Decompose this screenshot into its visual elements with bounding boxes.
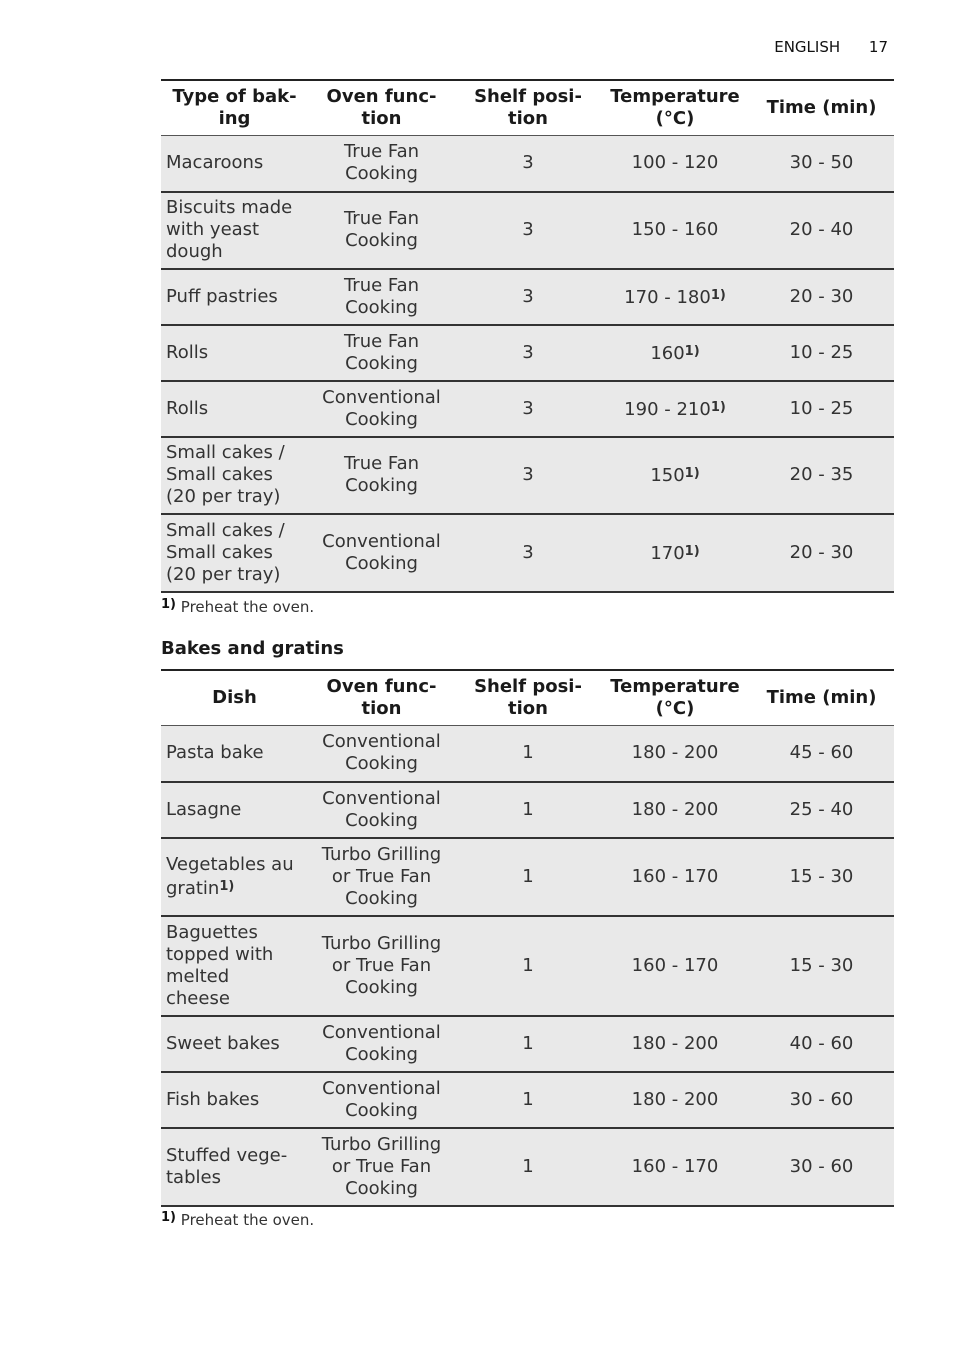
cell-oven-function: Conventional Cooking <box>308 782 455 838</box>
cell-name: Rolls <box>161 381 308 437</box>
cell-time: 25 - 40 <box>749 782 894 838</box>
column-header: Time (min) <box>749 80 894 136</box>
cell-time: 45 - 60 <box>749 726 894 782</box>
table-row <box>161 514 894 592</box>
cell-name: Small cakes / Small cakes (20 per tray) <box>161 437 308 514</box>
cell-name: Small cakes / Small cakes (20 per tray) <box>161 514 308 592</box>
cell-oven-function: Turbo Grilling or True Fan Cooking <box>308 1128 455 1206</box>
cell-oven-function: True Fan Cooking <box>308 269 455 325</box>
table-header-row <box>161 80 894 136</box>
cell-name: Pasta bake <box>161 726 308 782</box>
column-header: Oven func- tion <box>308 670 455 726</box>
table-row <box>161 726 894 782</box>
cell-temperature: 160 - 170 <box>601 916 749 1016</box>
cell-name: Vegetables au gratin$^{1)}$ <box>161 838 308 916</box>
cell-shelf: 1 <box>455 1016 601 1072</box>
cell-oven-function: Turbo Grilling or True Fan Cooking <box>308 916 455 1016</box>
cell-temperature: 160$^{1)}$ <box>601 325 749 381</box>
column-header: Temperature (°C) <box>601 670 749 726</box>
baking-table <box>161 79 894 593</box>
column-header: Dish <box>161 670 308 726</box>
cell-shelf: 1 <box>455 1072 601 1128</box>
cell-temperature: 100 - 120 <box>601 136 749 192</box>
cell-shelf: 3 <box>455 325 601 381</box>
footnote-mark: 1) <box>161 597 176 612</box>
cell-shelf: 3 <box>455 381 601 437</box>
cell-temperature: 190 - 210$^{1)}$ <box>601 381 749 437</box>
cell-name: Rolls <box>161 325 308 381</box>
column-header: Shelf posi- tion <box>455 670 601 726</box>
footnote-ref: 1) <box>710 399 726 415</box>
column-header: Temperature (°C) <box>601 80 749 136</box>
footnote-ref: 1) <box>684 543 700 559</box>
table-row <box>161 838 894 916</box>
footnote-ref: 1) <box>684 343 700 359</box>
cell-time: 15 - 30 <box>749 838 894 916</box>
cell-temperature: 150 - 160 <box>601 192 749 269</box>
footnote-text: Preheat the oven. <box>180 1211 315 1229</box>
cell-name: Baguettes topped with melted cheese <box>161 916 308 1016</box>
cell-oven-function: True Fan Cooking <box>308 136 455 192</box>
cell-time: 30 - 60 <box>749 1072 894 1128</box>
page-number: 17 <box>868 38 888 56</box>
table-row <box>161 1016 894 1072</box>
cell-oven-function: Turbo Grilling or True Fan Cooking <box>308 838 455 916</box>
table-row <box>161 381 894 437</box>
cell-temperature: 160 - 170 <box>601 1128 749 1206</box>
footnote-ref: 1) <box>710 287 726 303</box>
cell-oven-function: Conventional Cooking <box>308 514 455 592</box>
table-row <box>161 782 894 838</box>
section-title: Bakes and gratins <box>161 638 344 659</box>
cell-name: Sweet bakes <box>161 1016 308 1072</box>
bakes-gratins-table <box>161 669 894 1207</box>
table-row <box>161 1128 894 1206</box>
cell-shelf: 3 <box>455 514 601 592</box>
cell-name: Stuffed vege- tables <box>161 1128 308 1206</box>
cell-oven-function: True Fan Cooking <box>308 325 455 381</box>
footnote-text: Preheat the oven. <box>180 598 315 616</box>
table-row <box>161 1072 894 1128</box>
cell-temperature: 180 - 200 <box>601 1016 749 1072</box>
cell-oven-function: Conventional Cooking <box>308 726 455 782</box>
footnote <box>161 597 314 616</box>
column-header: Time (min) <box>749 670 894 726</box>
cell-time: 30 - 50 <box>749 136 894 192</box>
cell-name: Lasagne <box>161 782 308 838</box>
cell-time: 40 - 60 <box>749 1016 894 1072</box>
table-header-row <box>161 670 894 726</box>
cell-shelf: 3 <box>455 269 601 325</box>
cell-time: 30 - 60 <box>749 1128 894 1206</box>
cell-oven-function: Conventional Cooking <box>308 1016 455 1072</box>
cell-shelf: 1 <box>455 838 601 916</box>
table-row <box>161 325 894 381</box>
table-row <box>161 192 894 269</box>
table-row <box>161 437 894 514</box>
cell-name: Macaroons <box>161 136 308 192</box>
cell-time: 20 - 30 <box>749 269 894 325</box>
cell-temperature: 180 - 200 <box>601 1072 749 1128</box>
cell-name: Biscuits made with yeast dough <box>161 192 308 269</box>
cell-shelf: 1 <box>455 1128 601 1206</box>
cell-time: 15 - 30 <box>749 916 894 1016</box>
header-language: ENGLISH <box>774 38 841 56</box>
cell-oven-function: True Fan Cooking <box>308 192 455 269</box>
cell-temperature: 150$^{1)}$ <box>601 437 749 514</box>
cell-time: 20 - 40 <box>749 192 894 269</box>
cell-shelf: 1 <box>455 782 601 838</box>
page-header <box>774 38 888 56</box>
cell-temperature: 180 - 200 <box>601 782 749 838</box>
cell-oven-function: Conventional Cooking <box>308 1072 455 1128</box>
column-header: Oven func- tion <box>308 80 455 136</box>
cell-shelf: 3 <box>455 136 601 192</box>
cell-time: 10 - 25 <box>749 325 894 381</box>
cell-temperature: 170$^{1)}$ <box>601 514 749 592</box>
table-row <box>161 136 894 192</box>
cell-shelf: 1 <box>455 726 601 782</box>
cell-temperature: 180 - 200 <box>601 726 749 782</box>
cell-temperature: 170 - 180$^{1)}$ <box>601 269 749 325</box>
cell-time: 20 - 30 <box>749 514 894 592</box>
footnote <box>161 1210 314 1229</box>
table-row <box>161 916 894 1016</box>
footnote-ref: 1) <box>684 466 700 481</box>
column-header: Shelf posi- tion <box>455 80 601 136</box>
footnote-mark: 1) <box>161 1210 176 1225</box>
cell-oven-function: True Fan Cooking <box>308 437 455 514</box>
cell-name: Puff pastries <box>161 269 308 325</box>
cell-time: 10 - 25 <box>749 381 894 437</box>
cell-shelf: 3 <box>455 192 601 269</box>
cell-oven-function: Conventional Cooking <box>308 381 455 437</box>
table-row <box>161 269 894 325</box>
footnote-ref: 1) <box>219 878 235 894</box>
column-header: Type of bak- ing <box>161 80 308 136</box>
cell-shelf: 3 <box>455 437 601 514</box>
cell-temperature: 160 - 170 <box>601 838 749 916</box>
cell-name: Fish bakes <box>161 1072 308 1128</box>
cell-time: 20 - 35 <box>749 437 894 514</box>
cell-shelf: 1 <box>455 916 601 1016</box>
